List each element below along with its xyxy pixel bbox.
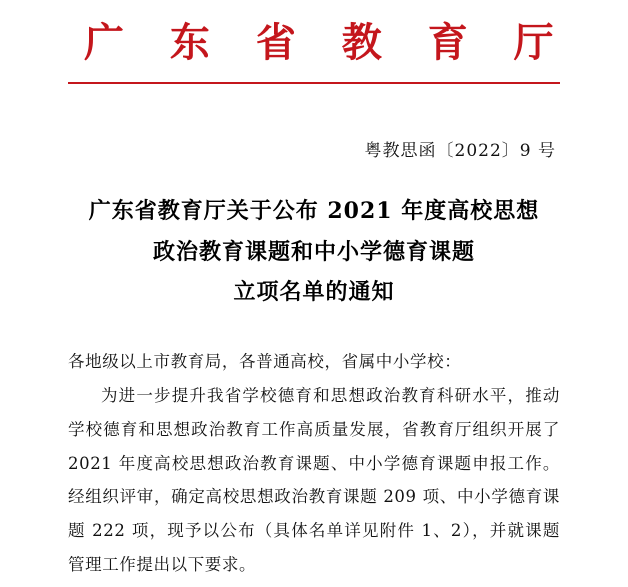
document-title-line-1: 广东省教育厅关于公布 2021 年度高校思想 [88, 198, 540, 224]
document-title-line-2: 政治教育课题和中小学德育课题 [152, 238, 475, 265]
masthead [68, 0, 570, 84]
issuing-organization-title: 广 东 省 教 育 厅 [84, 19, 570, 66]
salutation: 各地级以上市教育局，各普通高校，省属中小学校： [68, 352, 462, 372]
document-number-row [68, 136, 560, 161]
document-title [68, 191, 560, 313]
document-number: 粤教思函〔2022〕9 号 [364, 141, 556, 161]
masthead-divider [68, 82, 560, 84]
body-paragraph-1: 为进一步提升我省学校德育和思想政治教育科研水平，推动学校德育和思想政治教育工作高质量发展，省教育厅组织开展了 2021 年度高校思想政治教育课题、中小学德育课题申报工作。经组织评审，确定高校思想政治教育课题 209 项、中小学德育课题 222 项，现予以公布（具体名单详见附件 1、2），并就课题管理工作提出以下要求。 [68, 385, 560, 574]
document-body [68, 345, 560, 582]
document-title-line-3: 立项名单的通知 [233, 279, 395, 306]
